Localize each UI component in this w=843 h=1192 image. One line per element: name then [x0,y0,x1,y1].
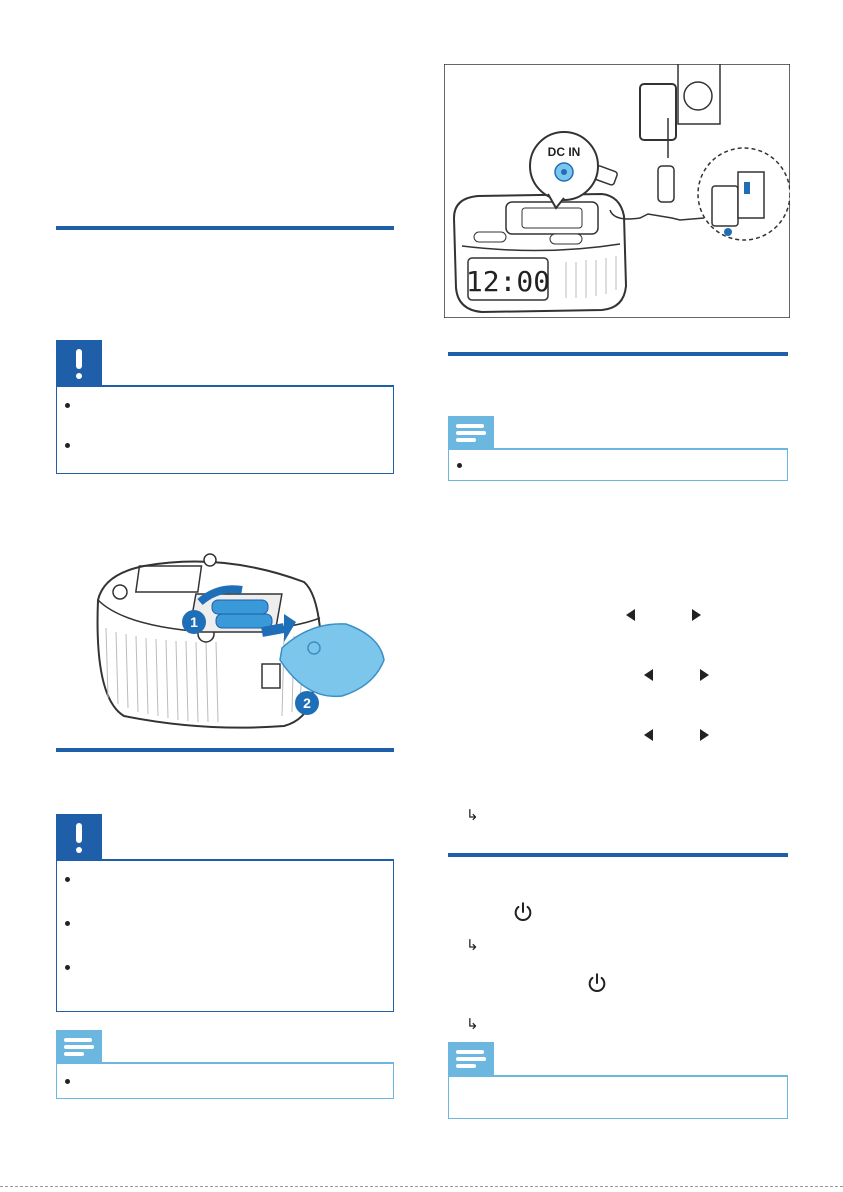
power-icon [586,972,608,994]
caution-box [56,860,394,1012]
dc-in-connection-illustration [444,64,790,318]
caution-box [56,386,394,474]
section-rule-turn-on [448,853,788,857]
note-icon [56,1030,102,1064]
note-icon [448,416,494,450]
bullet [457,463,462,468]
caution-icon [56,340,102,386]
note-icon [448,1042,494,1076]
note-box [448,449,788,481]
result-arrow-icon: ↳ [466,1015,479,1033]
caution-icon [56,814,102,860]
left-triangle-icon [644,729,653,741]
page-cut-line [0,1186,843,1187]
battery-install-illustration [84,548,410,734]
clock-display-text: 12:00 [465,265,551,298]
battery-step-1-label: 1 [190,614,198,630]
section-rule-power-supply-left [56,226,394,230]
left-triangle-icon [644,669,653,681]
section-rule-clock-backup-left [56,748,394,752]
bullet [65,403,70,408]
note-box [448,1076,788,1119]
bullet [65,1079,70,1084]
power-icon [512,901,534,923]
dc-in-label: DC IN [547,145,581,159]
bullet [65,965,70,970]
right-triangle-icon [692,609,701,621]
right-triangle-icon [700,669,709,681]
right-triangle-icon [700,729,709,741]
battery-step-2-label: 2 [303,695,311,711]
note-box [56,1063,394,1099]
bullet [65,443,70,448]
bullet [65,877,70,882]
section-rule-set-clock [448,352,788,356]
bullet [65,921,70,926]
result-arrow-icon: ↳ [466,806,479,824]
result-arrow-icon: ↳ [466,936,479,954]
left-triangle-icon [626,609,635,621]
